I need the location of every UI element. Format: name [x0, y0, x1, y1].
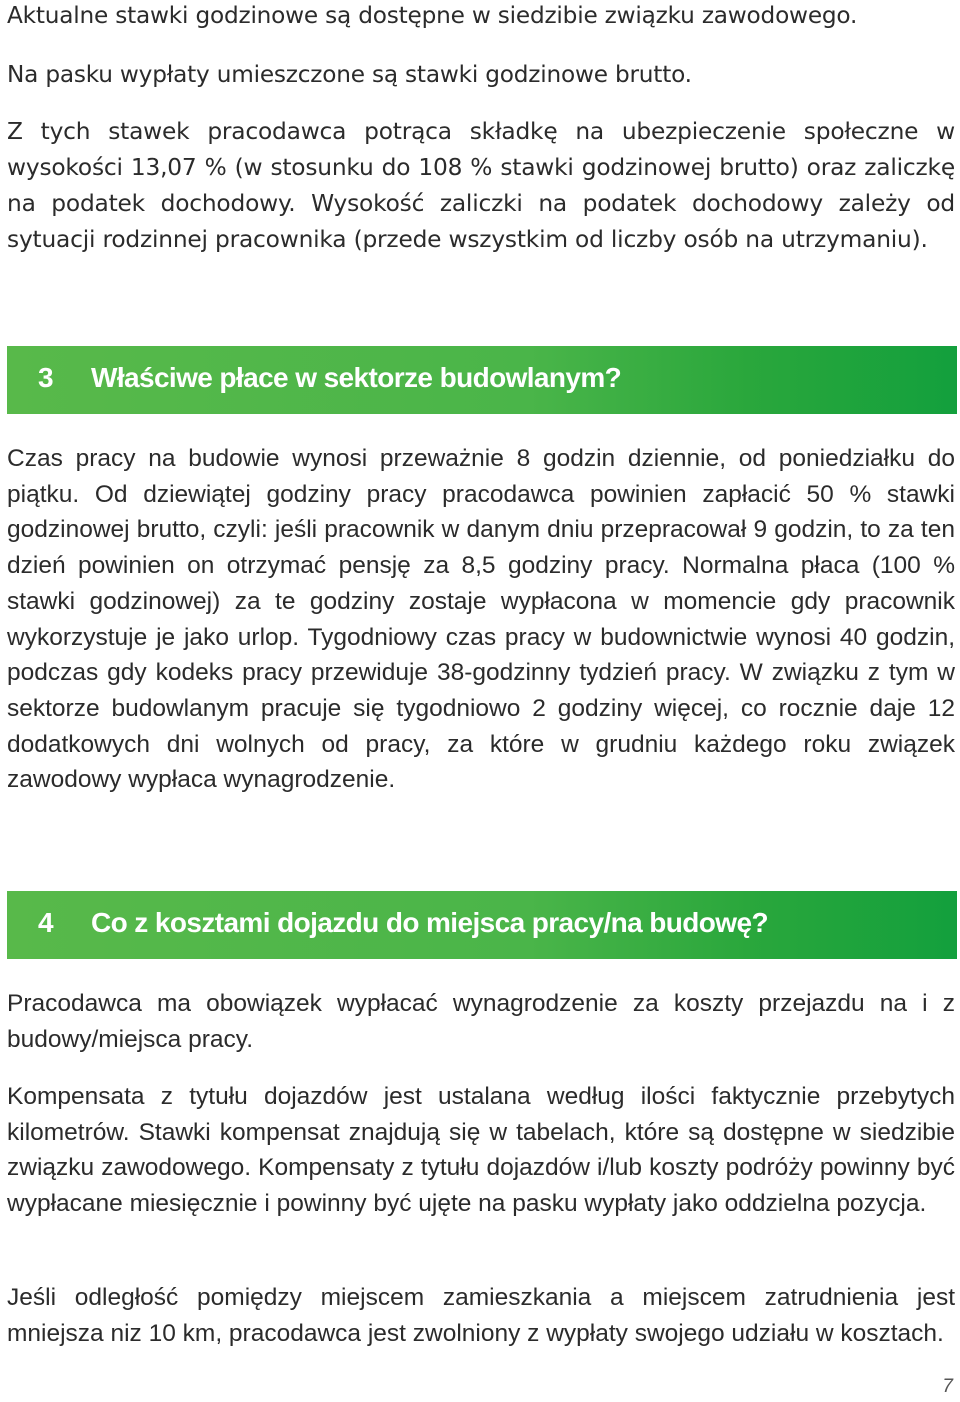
intro-paragraph-3: Z tych stawek pracodawca potrąca składkę na ubezpieczenie społeczne w wysokości 13,07 % (w stosunku do 108 % stawki godzinowej brutto) oraz zaliczkę na podatek dochodowy. Wysokość zaliczki na podatek dochodowy zależy od sytuacji rodzinnej pracownika (przede wszystkim od liczby osób na utrzymaniu). — [7, 118, 955, 253]
page-number: 7 — [942, 1376, 953, 1397]
section-4-title: Co z kosztami dojazdu do miejsca pracy/na budowę? — [91, 907, 768, 938]
section-3-title: Właściwe płace w sektorze budowlanym? — [91, 362, 622, 393]
section-4-paragraph-1: Pracodawca ma obowiązek wypłacać wynagrodzenie za koszty przejazdu na i z budowy/miejsca pracy. — [7, 990, 955, 1053]
section-4-number: 4 — [38, 907, 54, 938]
section-3-number: 3 — [38, 362, 54, 393]
section-3-header — [7, 346, 957, 414]
section-4-paragraph-2: Kompensata z tytułu dojazdów jest ustalana według ilości faktycznie przebytych kilometrów. Stawki kompensat znajdują się w tabelach, które są dostępne w siedzibie związku zawodowego. Kompensaty z tytułu dojazdów i/lub koszty podróży powinny być wypłacane miesięcznie i powinny być ujęte na pasku wypłaty jako oddzielna pozycja. — [7, 1083, 955, 1218]
section-4-header — [7, 891, 957, 959]
section-3-paragraph: Czas pracy na budowie wynosi przeważnie 8 godzin dziennie, od poniedziałku do piątku. Od dziewiątej godziny pracy pracodawca powinien zapłacić 50 % stawki godzinowej brutto, czyli: jeśli pracownik w danym dniu przepracował 9 godzin, to za ten dzień powinien on otrzymać pensję za 8,5 godziny pracy. Normalna płaca (100 % stawki godzinowej) za te godziny zostaje wypłacona w momencie gdy pracownik wykorzystuje je jako urlop. Tygodniowy czas pracy w budownictwie wynosi 40 godzin, podczas gdy kodeks pracy przewiduje 38-godzinny tydzień pracy. W związku z tym w sektorze budowlanym pracuje się tygodniowo 2 godziny więcej, co rocznie daje 12 dodatkowych dni wolnych od pracy, za które w grudniu każdego roku związek zawodowy wypłaca wynagrodzenie. — [7, 445, 955, 794]
intro-paragraph-2: Na pasku wypłaty umieszczone są stawki godzinowe brutto. — [7, 61, 692, 88]
intro-paragraph-1: Aktualne stawki godzinowe są dostępne w siedzibie związku zawodowego. — [7, 2, 858, 29]
section-4-paragraph-3: Jeśli odległość pomiędzy miejscem zamieszkania a miejscem zatrudnienia jest mniejsza niz 10 km, pracodawca jest zwolniony z wypłaty swojego udziału w kosztach. — [7, 1284, 955, 1347]
